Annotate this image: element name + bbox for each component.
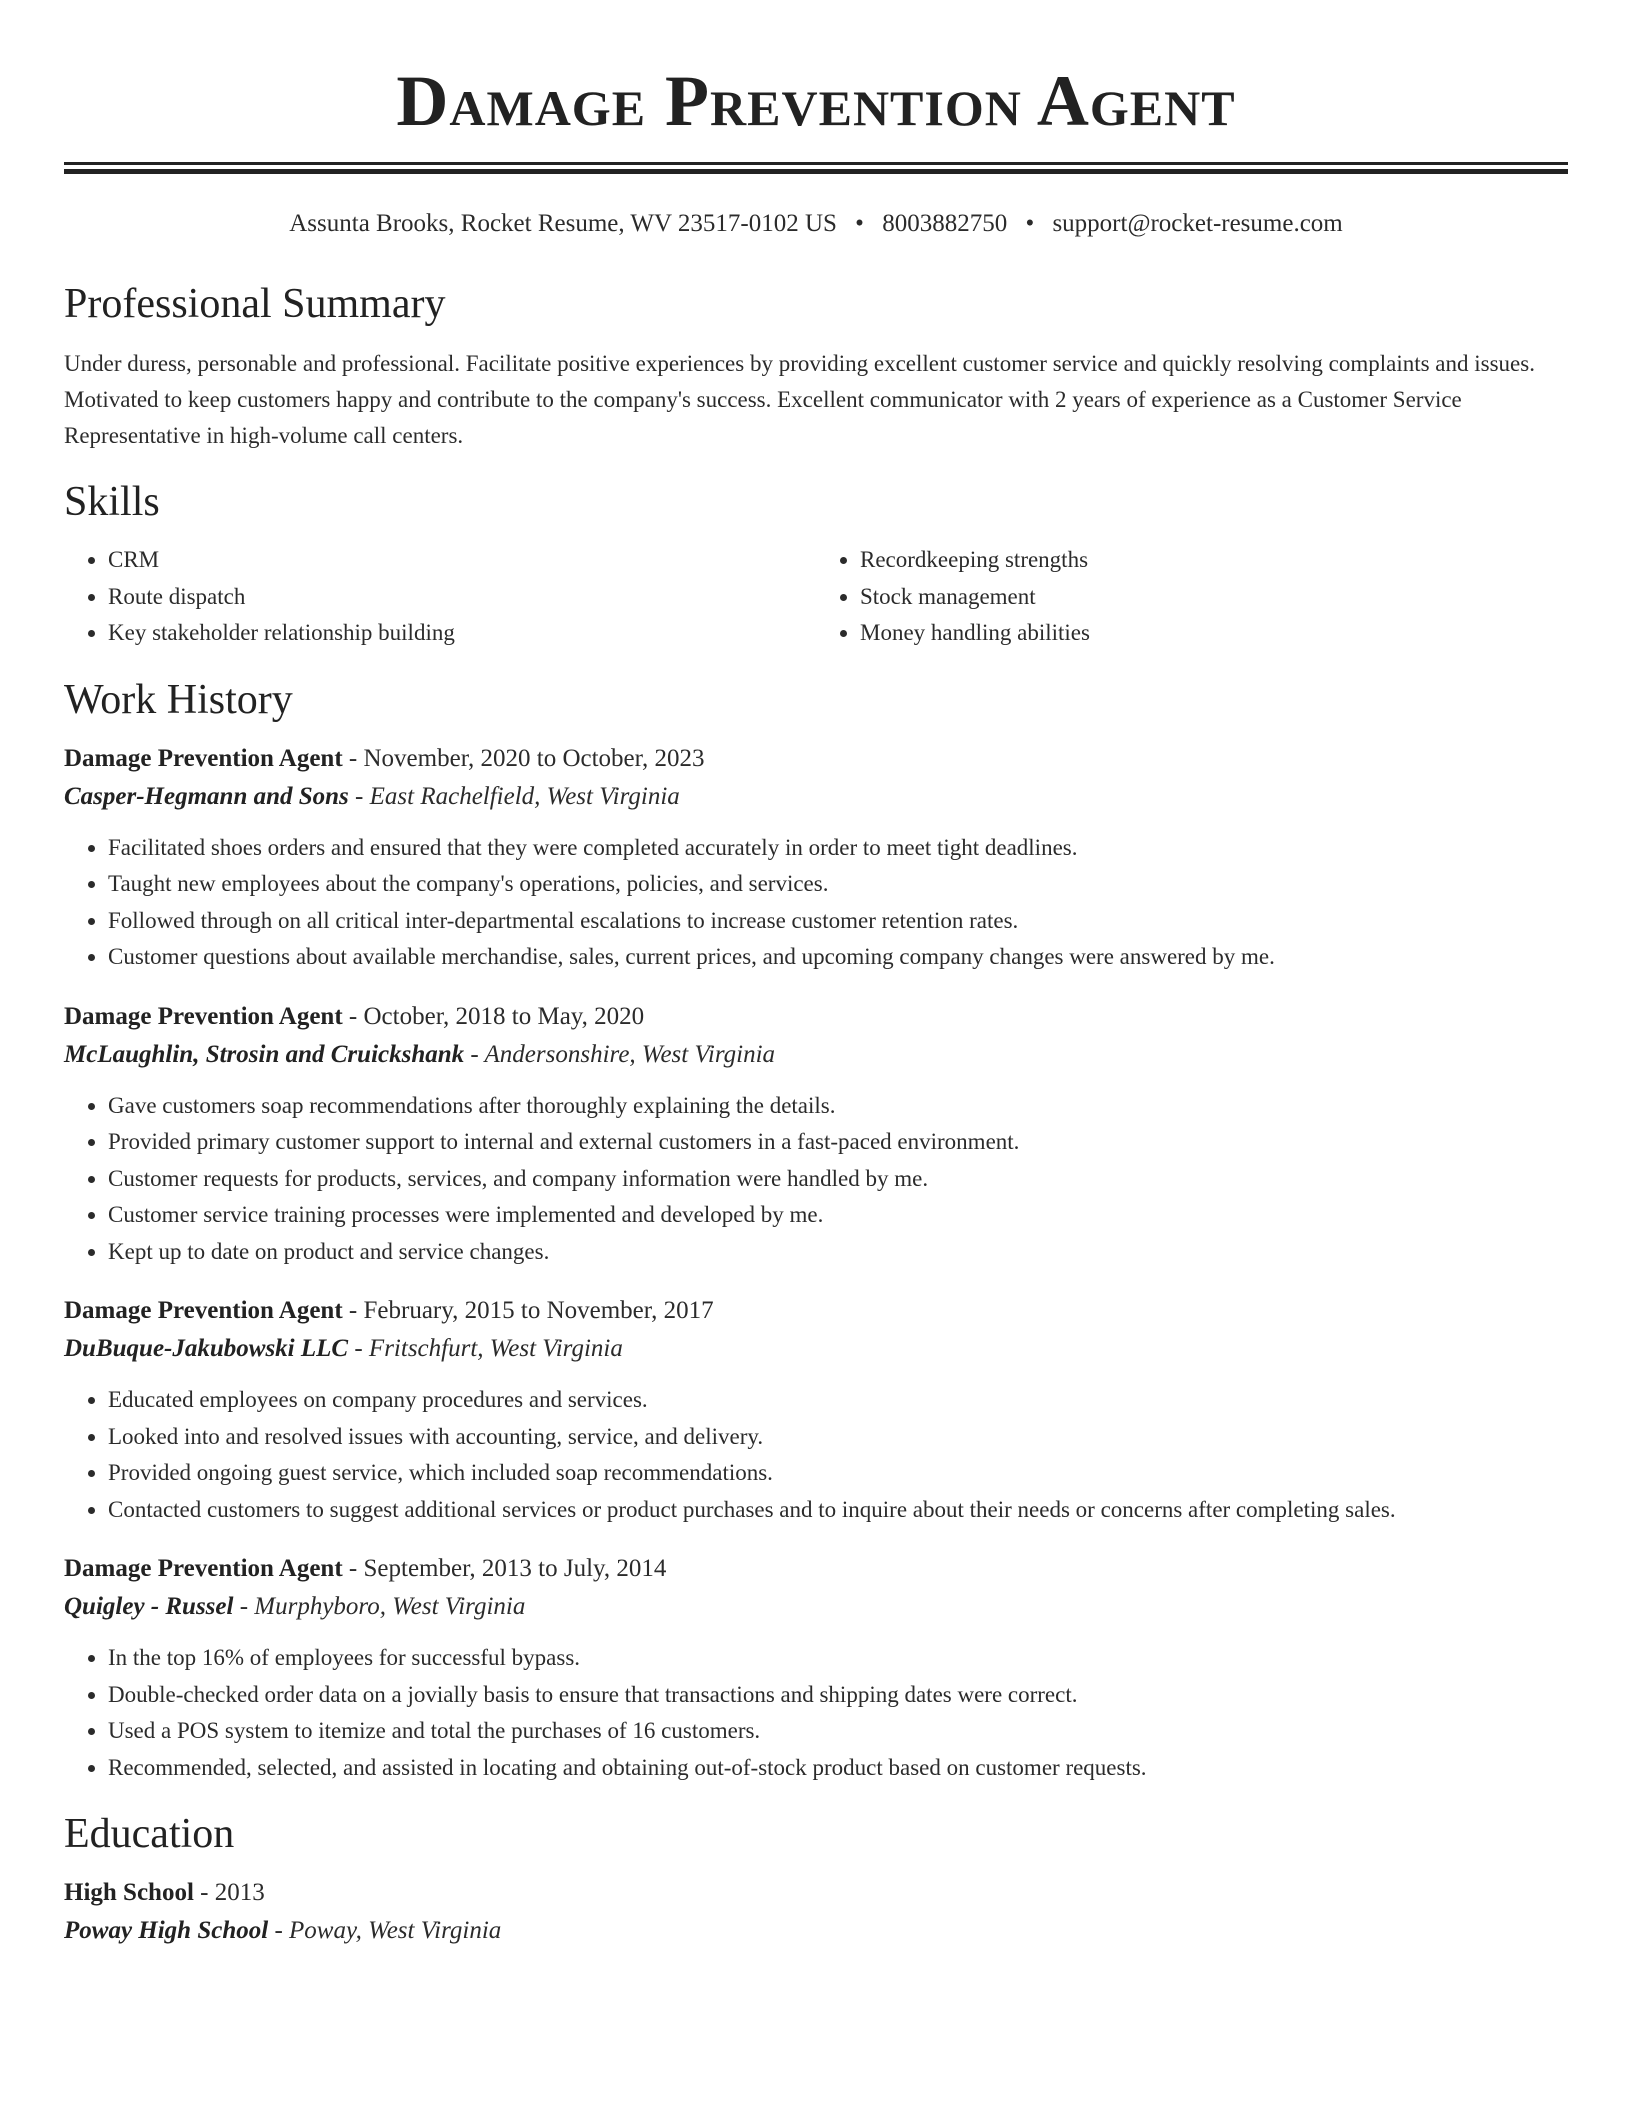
dash: - — [342, 1555, 364, 1582]
job-role: Damage Prevention Agent — [64, 1297, 343, 1324]
job-title-line — [64, 1292, 1568, 1330]
job-location: East Rachelfield, West Virginia — [369, 782, 680, 810]
education-degree: High School — [64, 1879, 194, 1906]
education-school-line — [64, 1912, 1568, 1950]
job-company-line — [64, 1330, 1568, 1368]
job-location: Andersonshire, West Virginia — [484, 1040, 776, 1068]
contact-phone: 8003882750 — [882, 210, 1008, 237]
job-bullets — [64, 830, 1568, 976]
contact-line — [64, 208, 1568, 240]
job-role: Damage Prevention Agent — [64, 1002, 343, 1030]
skill-item: • Money handling abilities — [860, 615, 1568, 652]
education-entry — [64, 1874, 1568, 1950]
job-bullet: • In the top 16% of employees for successful bypass. — [108, 1640, 1568, 1677]
contact-separator: • — [855, 210, 864, 237]
job-role: Damage Prevention Agent — [64, 744, 343, 772]
job-bullet: • Taught new employees about the company's operations, policies, and services. — [108, 866, 1568, 903]
job-bullet: • Provided ongoing guest service, which included soap recommendations. — [108, 1455, 1568, 1492]
job-company-line — [64, 1036, 1568, 1074]
job-bullet: • Provided primary customer support to internal and external customers in a fast-paced environment. — [108, 1124, 1568, 1161]
job-role: Damage Prevention Agent — [64, 1555, 343, 1582]
job-company: McLaughlin, Strosin and Cruickshank — [64, 1040, 465, 1068]
dash: - — [342, 1002, 364, 1030]
header-double-rule — [64, 162, 1568, 174]
summary-text: Under duress, personable and professional. Facilitate positive experiences by providing excellent customer service and quickly resolving complaints and issues. Motivated to keep customers happy and contribute to the company's success. Excellent communicator with 2 years of experience as a Customer Service Representative in high-volume call centers. — [64, 351, 1535, 448]
job-bullet: • Facilitated shoes orders and ensured that they were completed accurately in order to meet tight deadlines. — [108, 830, 1568, 867]
job-title-line — [64, 1550, 1568, 1588]
job-bullet: • Followed through on all critical inter-departmental escalations to increase customer retention rates. — [108, 903, 1568, 940]
job-bullet: • Used a POS system to itemize and total the purchases of 16 customers. — [108, 1713, 1568, 1750]
job-dates: October, 2018 to May, 2020 — [363, 1002, 645, 1030]
job-dates: September, 2013 to July, 2014 — [363, 1555, 667, 1582]
education-degree-line — [64, 1874, 1568, 1912]
skill-item: • Recordkeeping strengths — [860, 542, 1568, 579]
job-title-line — [64, 998, 1568, 1036]
job-company: Casper-Hegmann and Sons — [64, 782, 349, 810]
job-dates: February, 2015 to November, 2017 — [363, 1297, 714, 1324]
job-entry — [64, 998, 1568, 1271]
skills-heading: Skills — [64, 479, 160, 525]
dash: - — [348, 782, 370, 810]
job-entry — [64, 1550, 1568, 1786]
job-location: Fritschfurt, West Virginia — [368, 1335, 623, 1362]
job-company-line — [64, 778, 1568, 816]
job-company: DuBuque-Jakubowski LLC — [64, 1335, 349, 1362]
dash: - — [342, 744, 364, 772]
job-bullet: • Customer service training processes were implemented and developed by me. — [108, 1197, 1568, 1234]
job-dates: November, 2020 to October, 2023 — [363, 744, 705, 772]
job-bullet: • Customer requests for products, services, and company information were handled by me. — [108, 1161, 1568, 1198]
resume-name: Damage Prevention Agent — [396, 61, 1236, 141]
dash: - — [464, 1040, 485, 1068]
job-bullet: • Customer questions about available merchandise, sales, current prices, and upcoming company changes were answered by me. — [108, 939, 1568, 976]
job-entry — [64, 740, 1568, 976]
job-location: Murphyboro, West Virginia — [254, 1593, 526, 1620]
job-company-line — [64, 1588, 1568, 1626]
contact-email: support@rocket-resume.com — [1052, 210, 1343, 237]
job-bullet: • Educated employees on company procedures and services. — [108, 1382, 1568, 1419]
job-bullets — [64, 1382, 1568, 1528]
education-heading: Education — [64, 1811, 235, 1857]
job-bullet: • Contacted customers to suggest additional services or product purchases and to inquire about their needs or concerns after completing sales. — [108, 1492, 1568, 1529]
work-history-heading: Work History — [64, 676, 293, 723]
skills-list — [64, 542, 1568, 652]
job-bullet: • Gave customers soap recommendations after thoroughly explaining the details. — [108, 1088, 1568, 1125]
skills-column-left — [64, 542, 816, 652]
dash: - — [268, 1917, 290, 1944]
dash: - — [342, 1297, 364, 1324]
job-bullet: • Double-checked order data on a jovially basis to ensure that transactions and shipping dates were correct. — [108, 1677, 1568, 1714]
education-location: Poway, West Virginia — [289, 1917, 502, 1944]
job-bullet: • Recommended, selected, and assisted in locating and obtaining out-of-stock product based on customer requests. — [108, 1750, 1568, 1787]
dash: - — [348, 1335, 369, 1362]
contact-separator: • — [1025, 210, 1035, 237]
job-company: Quigley - Russel — [64, 1593, 234, 1620]
dash: - — [233, 1593, 255, 1620]
job-bullet: • Kept up to date on product and service changes. — [108, 1234, 1568, 1271]
education-year: 2013 — [214, 1879, 265, 1906]
skill-item: • Stock management — [860, 579, 1568, 616]
skill-item: • CRM — [108, 542, 816, 579]
skill-item: • Route dispatch — [108, 579, 816, 616]
dash: - — [193, 1879, 215, 1906]
skill-item: • Key stakeholder relationship building — [108, 615, 816, 652]
job-title-line — [64, 740, 1568, 778]
contact-address: Assunta Brooks, Rocket Resume, WV 23517-0102 US — [289, 210, 837, 237]
job-entry — [64, 1292, 1568, 1528]
summary-heading: Professional Summary — [64, 281, 446, 327]
skills-column-right — [816, 542, 1568, 652]
education-school: Poway High School — [64, 1917, 269, 1944]
job-bullet: • Looked into and resolved issues with accounting, service, and delivery. — [108, 1419, 1568, 1456]
job-bullets — [64, 1088, 1568, 1271]
job-bullets — [64, 1640, 1568, 1786]
